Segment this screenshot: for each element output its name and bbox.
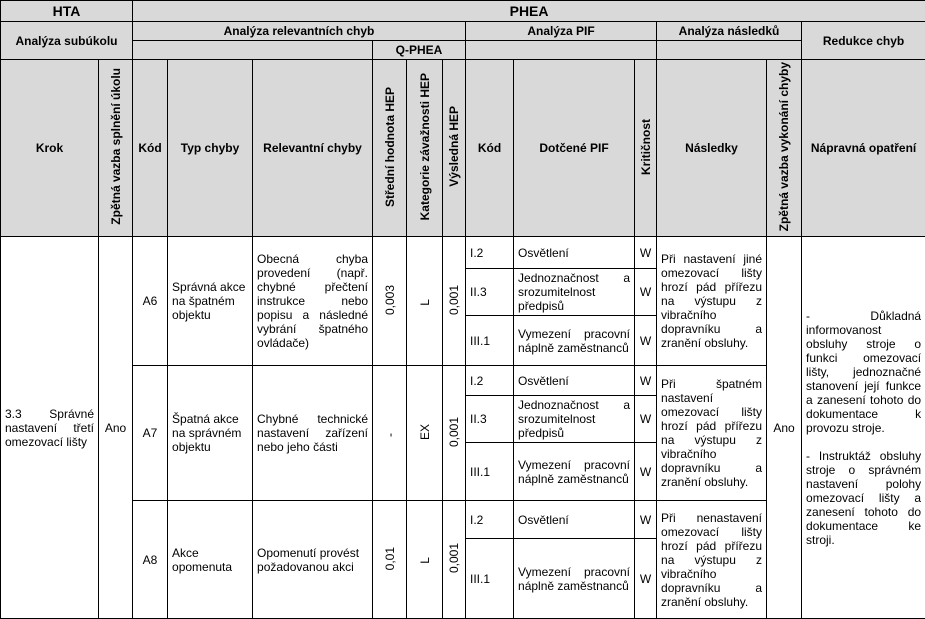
pif-nazev: Osvětlení xyxy=(514,366,635,396)
pif-kod: I.2 xyxy=(466,237,514,269)
col-kriticnost xyxy=(635,60,657,237)
row-relevantni: Chybné technické nastavení zařízení nebo jeho části xyxy=(253,366,373,501)
col-vysledna-label: Výsledná HEP xyxy=(447,106,462,188)
pif-krit: W xyxy=(635,366,657,396)
col-feedback-execution xyxy=(767,60,802,237)
col-vysledna xyxy=(443,60,466,237)
row-typ: Akce opomenuta xyxy=(168,501,253,619)
row-stredni xyxy=(373,366,407,501)
col-typ-chyby: Typ chyby xyxy=(168,60,253,237)
row-kategorie-value: L xyxy=(417,557,432,564)
row-relevantni: Opomenutí provést požadovanou akci xyxy=(253,501,373,619)
col-feedback-completion-label: Zpětná vazba splnění úkolu xyxy=(108,68,123,226)
hta-header: HTA xyxy=(1,1,133,22)
row-kategorie-value: L xyxy=(417,298,432,306)
subtask-analysis-header: Analýza subúkolu xyxy=(1,22,133,60)
col-stredni-hodnota xyxy=(373,60,407,237)
pif-nazev: Vymezení pracovní náplně zaměstnanců xyxy=(514,539,635,619)
row-vysledna-value: 0,001 xyxy=(447,543,462,574)
pif-nazev: Osvětlení xyxy=(514,237,635,269)
step-feedback: Ano xyxy=(99,237,133,619)
row-typ: Správná akce na špatném objektu xyxy=(168,237,253,366)
error-reduction-header: Redukce chyb xyxy=(802,22,925,60)
pif-analysis-header: Analýza PIF xyxy=(466,22,657,41)
pif-kod: I.2 xyxy=(466,366,514,396)
col-kod: Kód xyxy=(133,60,168,237)
col-kriticnost-label: Kritičnost xyxy=(638,118,653,175)
row-stredni xyxy=(373,501,407,619)
pif-nazev: Vymezení pracovní náplně zaměstnanců xyxy=(514,443,635,501)
row-nasledky: Při nastavení jiné omezovací lišty hrozí pád přířezu na výstupu z vibračního dopravníku a zranění obsluhy. xyxy=(657,237,767,366)
row-vysledna xyxy=(443,366,466,501)
step-feedback-exec: Ano xyxy=(767,237,802,619)
row-kategorie xyxy=(407,366,443,501)
blank-header-cell xyxy=(657,41,802,60)
step-krok: 3.3 Správné nastavení třetí omezovací lišty xyxy=(1,237,99,619)
row-vysledna-value: 0,001 xyxy=(447,416,462,447)
row-stredni-value: 0,01 xyxy=(382,546,397,571)
q-phea-header: Q-PHEA xyxy=(373,41,466,60)
row-vysledna xyxy=(443,501,466,619)
pif-krit: W xyxy=(635,501,657,539)
pif-kod: III.1 xyxy=(466,443,514,501)
pif-kod: III.1 xyxy=(466,539,514,619)
col-kod-pif: Kód xyxy=(466,60,514,237)
consequences-header: Analýza následků xyxy=(657,22,802,41)
pif-krit: W xyxy=(635,443,657,501)
row-kategorie xyxy=(407,237,443,366)
row-kategorie xyxy=(407,501,443,619)
row-nasledky: Při nenastavení omezovací lišty hrozí pád přířezu na výstupu z vibračního dopravníku a zranění obsluhy. xyxy=(657,501,767,619)
col-relevantni-chyby: Relevantní chyby xyxy=(253,60,373,237)
col-feedback-completion xyxy=(99,60,133,237)
pif-nazev: Jednoznačnost a srozumitelnost předpisů xyxy=(514,269,635,316)
pif-kod: II.3 xyxy=(466,396,514,443)
phea-header: PHEA xyxy=(133,1,925,22)
pif-krit: W xyxy=(635,269,657,316)
row-typ: Špatná akce na správném objektu xyxy=(168,366,253,501)
row-stredni xyxy=(373,237,407,366)
blank-header-cell xyxy=(133,41,373,60)
col-nasledky: Následky xyxy=(657,60,767,237)
row-kod: A8 xyxy=(133,501,168,619)
pif-krit: W xyxy=(635,237,657,269)
pif-nazev: Osvětlení xyxy=(514,501,635,539)
row-vysledna-value: 0,001 xyxy=(447,284,462,315)
pif-nazev: Vymezení pracovní náplně zaměstnanců xyxy=(514,316,635,366)
pif-kod: III.1 xyxy=(466,316,514,366)
row-vysledna xyxy=(443,237,466,366)
pif-kod: II.3 xyxy=(466,269,514,316)
row-kod: A6 xyxy=(133,237,168,366)
pif-krit: W xyxy=(635,316,657,366)
pif-kod: I.2 xyxy=(466,501,514,539)
row-stredni-value: - xyxy=(382,433,397,438)
col-kategorie-label: Kategorie závažnosti HEP xyxy=(417,73,432,221)
pif-nazev: Jednoznačnost a srozumitelnost předpisů xyxy=(514,396,635,443)
remedy-item: - Důkladná informovanost obsluhy stroje o funkci omezovací lišty, jednoznačné stanovení její funkce a zanesení tohoto do dokumentace k provozu stroje. xyxy=(806,308,922,435)
col-dotcene-pif: Dotčené PIF xyxy=(514,60,635,237)
col-stredni-hodnota-label: Střední hodnota HEP xyxy=(382,86,397,207)
row-kategorie-value: EX xyxy=(417,423,432,440)
col-napravna: Nápravná opatření xyxy=(802,60,925,237)
pif-krit: W xyxy=(635,396,657,443)
col-kategorie xyxy=(407,60,443,237)
relevant-errors-header: Analýza relevantních chyb xyxy=(133,22,466,41)
row-nasledky: Při špatném nastavení omezovací lišty hrozí pád přířezu na výstupu z vibračního dopravníku a zranění obsluhy. xyxy=(657,366,767,501)
row-kod: A7 xyxy=(133,366,168,501)
row-relevantni: Obecná chyba provedení (např. chybné přečtení instrukce nebo popisu a následné vybrání špatného ovládače) xyxy=(253,237,373,366)
col-feedback-execution-label: Zpětná vazba vykonání chyby xyxy=(777,62,792,232)
row-stredni-value: 0,003 xyxy=(382,284,397,315)
remedy-item: - Instruktáž obsluhy stroje o správném nastavení polohy omezovací lišty a zanesení tohoto do dokumentace ke stroji. xyxy=(806,448,922,547)
blank-header-cell xyxy=(466,41,657,60)
pif-krit: W xyxy=(635,539,657,619)
step-remedy xyxy=(802,237,925,619)
col-krok: Krok xyxy=(1,60,99,237)
